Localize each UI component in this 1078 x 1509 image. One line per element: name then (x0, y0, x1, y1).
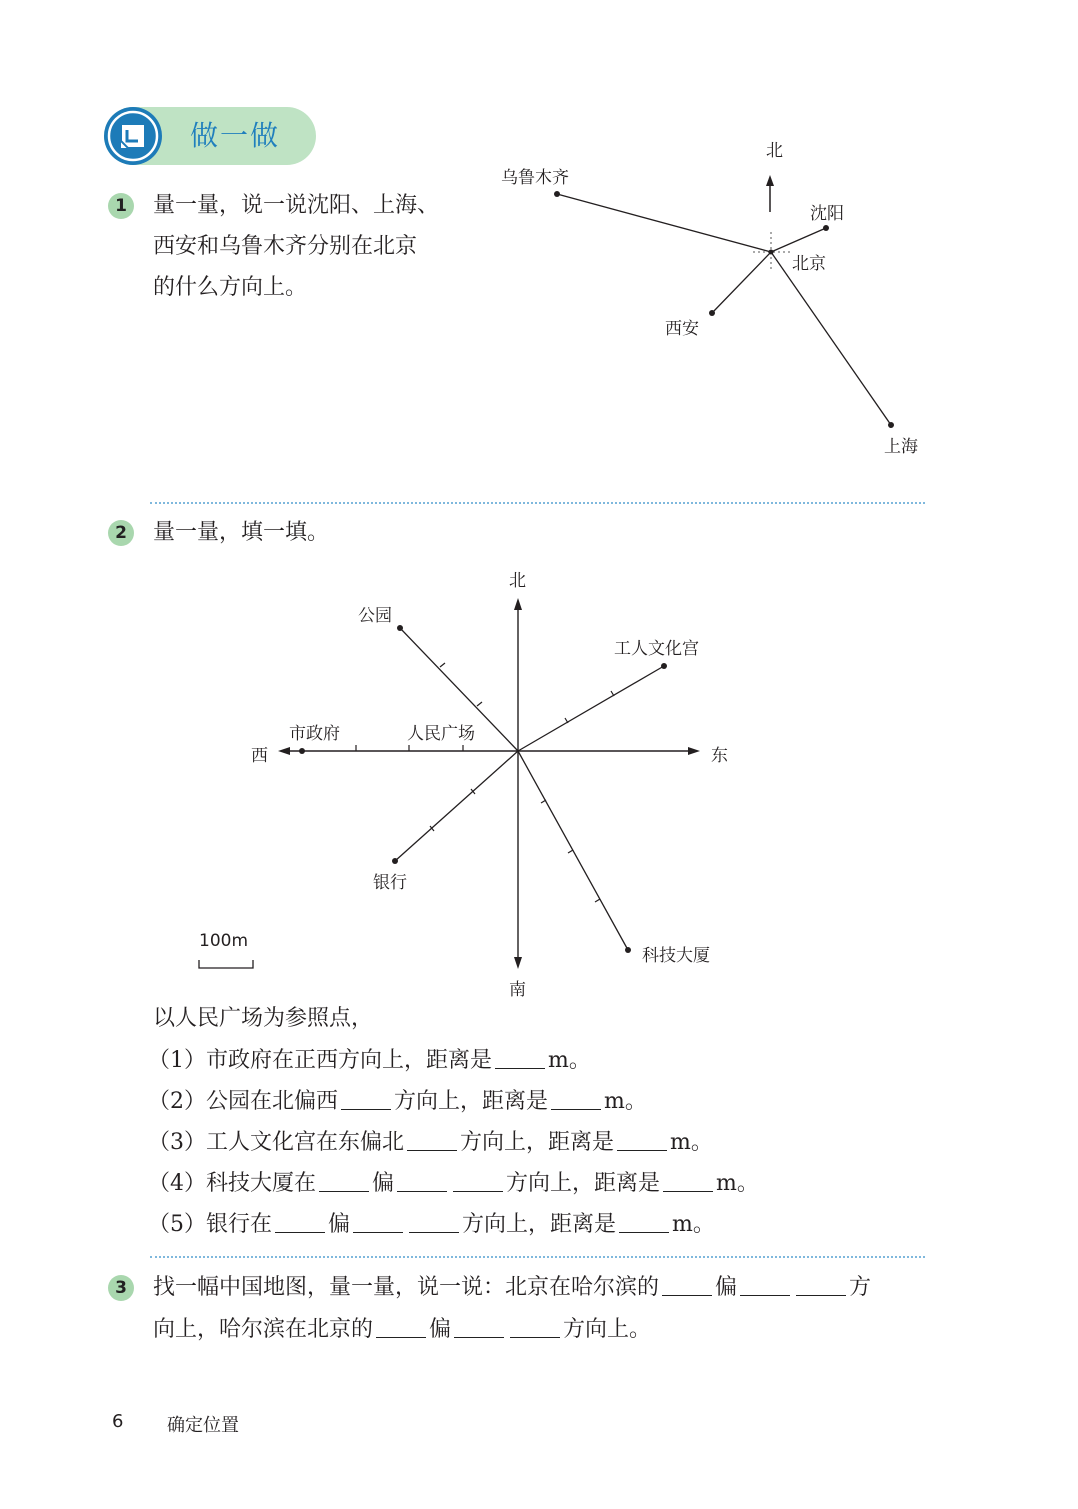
q2-item-2: （2）公园在北偏西 方向上，距离是 m。 (148, 1089, 647, 1114)
answer-blank[interactable] (740, 1275, 790, 1296)
answer-blank[interactable] (376, 1317, 426, 1338)
question-number: 1 (108, 193, 134, 219)
q2-item-4: （4）科技大厦在 偏 方向上，距离是 m。 (148, 1171, 759, 1196)
label-shanghai: 上海 (884, 437, 918, 457)
q3-line-2: 向上，哈尔滨在北京的 偏 方向上。 (153, 1317, 652, 1342)
answer-blank[interactable] (407, 1130, 457, 1151)
q1-line-1: 量一量，说一说沈阳、上海、 (153, 193, 440, 218)
question-number: 3 (108, 1275, 134, 1301)
answer-blank[interactable] (453, 1171, 503, 1192)
q2-item-5: （5）银行在 偏 方向上，距离是 m。 (148, 1212, 715, 1237)
q2-intro: 以人民广场为参照点， (153, 1006, 374, 1031)
answer-blank[interactable] (353, 1212, 403, 1233)
question-number: 2 (108, 520, 134, 546)
label-city-hall: 市政府 (289, 724, 340, 744)
label-shenyang: 沈阳 (810, 204, 844, 224)
south-arrow-icon (514, 957, 522, 969)
line-shenyang (771, 228, 826, 252)
answer-blank[interactable] (341, 1089, 391, 1110)
label-south: 南 (509, 980, 526, 1000)
answer-blank[interactable] (663, 1171, 713, 1192)
scale-label: 100m (199, 931, 249, 951)
label-north: 北 (766, 141, 783, 161)
label-workers-palace: 工人文化宫 (614, 639, 699, 659)
answer-blank[interactable] (495, 1048, 545, 1069)
answer-blank[interactable] (275, 1212, 325, 1233)
page-number: 6 (112, 1411, 124, 1432)
label-urumqi: 乌鲁木齐 (501, 168, 569, 188)
section-title: 做一做 (190, 119, 281, 152)
divider (150, 1256, 925, 1258)
q1-line-3: 的什么方向上。 (153, 275, 308, 300)
line-xian (712, 252, 771, 313)
section-corner-icon (104, 107, 162, 165)
label-xian: 西安 (665, 319, 699, 339)
q1-line-2: 西安和乌鲁木齐分别在北京 (153, 234, 418, 259)
label-peoples-square: 人民广场 (407, 724, 475, 744)
label-west: 西 (251, 746, 268, 766)
chapter-title: 确定位置 (167, 1415, 239, 1436)
line-shanghai (771, 252, 891, 425)
q2-item-1: （1）市政府在正西方向上，距离是 m。 (148, 1048, 591, 1073)
q2-title: 量一量，填一填。 (153, 520, 330, 545)
q3-line-1: 找一幅中国地图，量一量，说一说：北京在哈尔滨的 偏 方 (153, 1275, 872, 1300)
label-beijing: 北京 (792, 254, 826, 274)
answer-blank[interactable] (796, 1275, 846, 1296)
q2-item-3: （3）工人文化宫在东偏北 方向上，距离是 m。 (148, 1130, 713, 1155)
answer-blank[interactable] (510, 1317, 560, 1338)
east-arrow-icon (688, 747, 700, 755)
answer-blank[interactable] (619, 1212, 669, 1233)
ray-workers-palace (518, 666, 664, 751)
label-tech-building: 科技大厦 (642, 946, 710, 966)
q2-direction-map (199, 565, 740, 1005)
answer-blank[interactable] (319, 1171, 369, 1192)
divider (150, 502, 925, 504)
ray-bank (395, 751, 518, 861)
west-arrow-icon (278, 747, 290, 755)
answer-blank[interactable] (617, 1130, 667, 1151)
label-east: 东 (711, 746, 728, 766)
q1-direction-map (480, 130, 960, 475)
answer-blank[interactable] (662, 1275, 712, 1296)
label-north: 北 (509, 571, 526, 591)
north-arrow-icon (766, 175, 774, 186)
north-arrow-icon (514, 598, 522, 610)
answer-blank[interactable] (397, 1171, 447, 1192)
line-urumqi (557, 194, 771, 252)
answer-blank[interactable] (551, 1089, 601, 1110)
label-park: 公园 (358, 606, 392, 626)
label-bank: 银行 (373, 873, 407, 893)
answer-blank[interactable] (409, 1212, 459, 1233)
answer-blank[interactable] (454, 1317, 504, 1338)
